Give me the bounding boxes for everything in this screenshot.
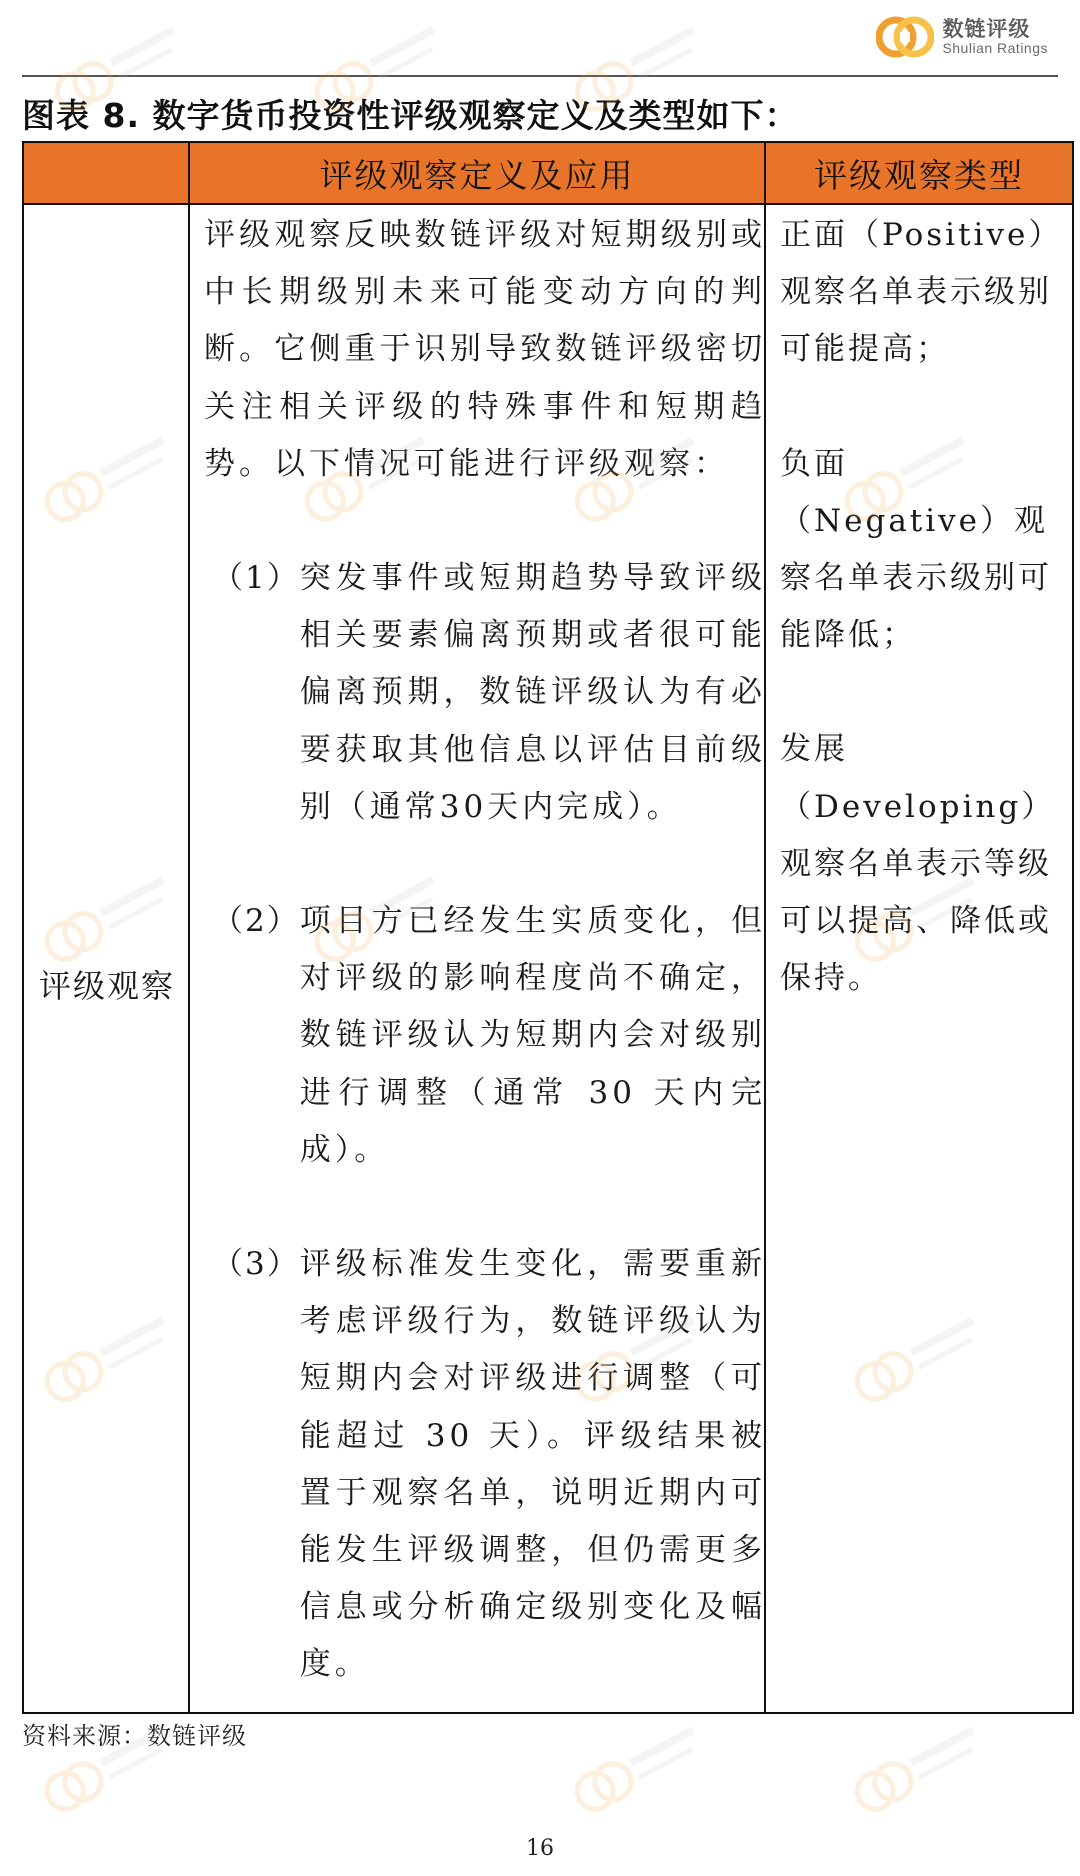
definition-item <box>204 550 766 836</box>
item-number: （3） <box>212 1246 300 1283</box>
type-positive: 正面（Positive）观察名单表示级别可能提高； <box>780 217 1063 368</box>
source-note: 资料来源：数链评级 <box>22 1722 247 1750</box>
shulian-logo-icon <box>876 14 934 60</box>
brand-logo <box>876 14 1048 60</box>
item-text: 评级标准发生变化，需要重新考虑评级行为，数链评级认为短期内会对评级进行调整（可能超过 30 天）。评级结果被置于观察名单，说明近期内可能发生评级调整，但仍需更多信息或分析确定级别变化及幅度。 <box>299 1246 766 1683</box>
watermark-logo-icon <box>550 1699 720 1840</box>
watermark-logo-icon <box>830 1699 1000 1840</box>
logo-english-name: Shulian Ratings <box>942 39 1048 56</box>
type-negative: 负面（Negative）观察名单表示级别可能降低； <box>780 445 1052 654</box>
definition-item <box>204 893 766 1179</box>
header-cell-definition: 评级观察定义及应用 <box>319 155 635 195</box>
item-number: （2） <box>212 903 300 940</box>
definition-item <box>204 1236 766 1694</box>
header-cell-type: 评级观察类型 <box>814 155 1024 195</box>
logo-name: 数链评级 <box>942 16 1031 41</box>
item-text: 项目方已经发生实质变化，但对评级的影响程度尚不确定，数链评级认为短期内会对级别进行调整（通常 30 天内完成）。 <box>299 903 766 1168</box>
page-header <box>22 0 1058 77</box>
row-label: 评级观察 <box>38 966 175 1005</box>
item-number: （1） <box>212 560 300 597</box>
rating-watch-table <box>22 141 1074 1714</box>
page-number: 16 <box>526 1836 554 1861</box>
type-cell <box>780 207 1066 1064</box>
item-text: 突发事件或短期趋势导致评级相关要素偏离预期或者很可能偏离预期，数链评级认为有必要获取其他信息以评估目前级别（通常30天内完成）。 <box>299 560 766 825</box>
definition-intro: 评级观察反映数链评级对短期级别或中长期级别未来可能变动方向的判断。它侧重于识别导致数链评级密切关注相关评级的特殊事件和短期趋势。以下情况可能进行评级观察： <box>204 217 766 482</box>
figure-title: 图表 8. 数字货币投资性评级观察定义及类型如下： <box>22 96 799 135</box>
table-header-row <box>24 143 1072 205</box>
type-developing: 发展（Developing）观察名单表示等级可以提高、降低或保持。 <box>780 731 1056 997</box>
definition-cell <box>204 207 766 1694</box>
header-cell-blank <box>24 143 188 203</box>
